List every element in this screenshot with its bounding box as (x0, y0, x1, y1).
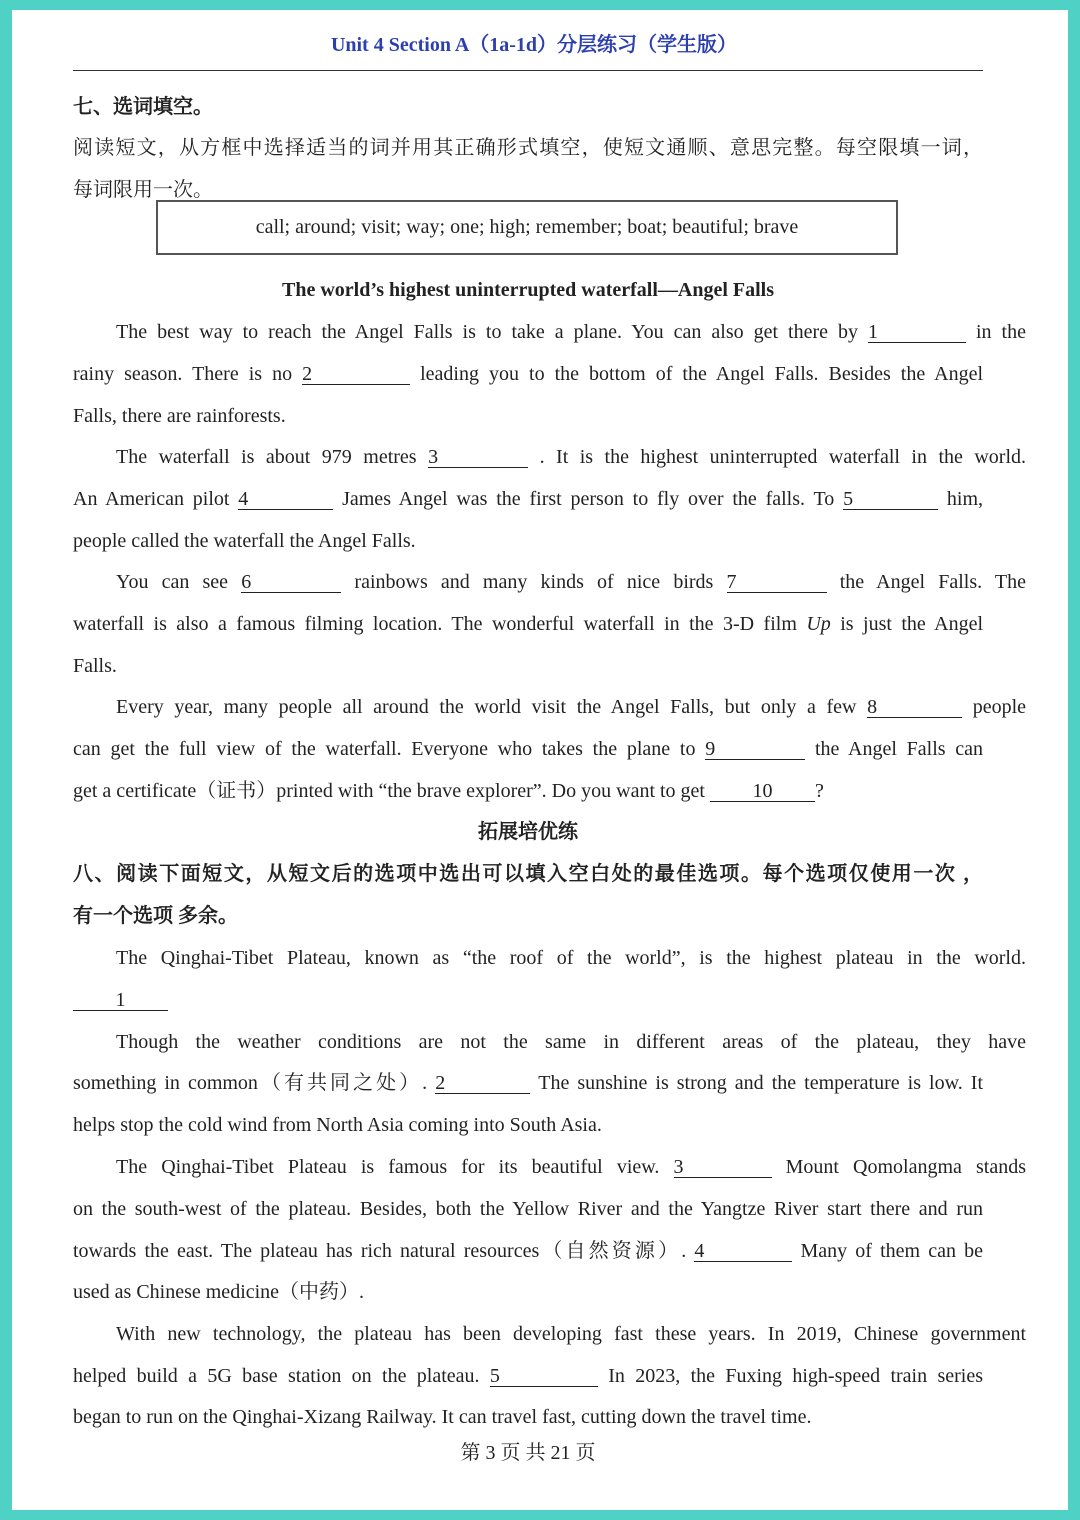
s7-p1-line1 (73, 320, 1026, 344)
text-span: You can see (116, 571, 229, 593)
blank-9[interactable]: 9 (705, 739, 805, 760)
s7-p3-line1 (73, 570, 1026, 594)
s8-p4-line3: began to run on the Qinghai-Xizang Railway. It can travel fast, cutting down the travel time. (73, 1406, 812, 1428)
s8-blank-5[interactable]: 5 (490, 1366, 598, 1387)
blank-4[interactable]: 4 (238, 489, 333, 510)
text-span: rainbows and many kinds of nice birds (354, 571, 714, 593)
blank-1[interactable]: 1 (868, 322, 966, 343)
blank-7[interactable]: 7 (727, 572, 827, 593)
section8-heading-line1: 八、阅读下面短文，从短文后的选项中选出可以填入空白处的最佳选项。每个选项仅使用一次 ， (73, 863, 983, 885)
text-span: in the (976, 321, 1026, 343)
text-span: The waterfall is about 979 metres (116, 446, 417, 468)
blank-3[interactable]: 3 (428, 447, 528, 468)
word-box-text: call; around; visit; way; one; high; remember; boat; beautiful; brave (255, 216, 799, 238)
s7-p1-line2 (73, 362, 983, 386)
s8-p3-line3 (73, 1239, 983, 1263)
text-span: The Qinghai-Tibet Plateau is famous for its beautiful view. (116, 1156, 660, 1178)
text-span: towards the east. The plateau has rich natural resources（自然资源）. (73, 1240, 687, 1262)
text-span: something in common（有共同之处）. (73, 1072, 428, 1094)
blank-5[interactable]: 5 (843, 489, 938, 510)
s7-p3-line3: Falls. (73, 655, 117, 677)
text-span: rainy season. There is no (73, 363, 293, 385)
extend-title: 拓展培优练 (478, 821, 578, 843)
page-number-footer: 第 3 页 共 21 页 (460, 1442, 596, 1464)
text-span: In 2023, the Fuxing high-speed train series (608, 1365, 983, 1387)
blank-2[interactable]: 2 (302, 364, 410, 385)
s7-p2-line2 (73, 487, 983, 511)
section7-instruction-line2: 每词限用一次。 (73, 179, 213, 201)
page-header-title: Unit 4 Section A（1a-1d）分层练习（学生版） (330, 34, 738, 56)
text-span: helped build a 5G base station on the plateau. (73, 1365, 480, 1387)
text-span: the Angel Falls. The (839, 571, 1027, 593)
text-span: get a certificate（证书）printed with “the brave explorer”. Do you want to get (73, 780, 705, 802)
blank-10[interactable]: 10 (710, 781, 815, 802)
s7-p2-line1 (73, 445, 1026, 469)
s8-blank-4[interactable]: 4 (694, 1241, 792, 1262)
s8-blank-3[interactable]: 3 (674, 1157, 772, 1178)
text-span: the Angel Falls can (814, 738, 984, 760)
text-span: The sunshine is strong and the temperature is low. It (538, 1072, 983, 1094)
word-box (156, 200, 898, 255)
s7-p2-line3: people called the waterfall the Angel Falls. (73, 530, 416, 552)
blank-8[interactable]: 8 (867, 697, 962, 718)
text-span: leading you to the bottom of the Angel Falls. Besides the Angel (420, 363, 984, 385)
s8-blank-2[interactable]: 2 (435, 1073, 530, 1094)
s8-p2-line3: helps stop the cold wind from North Asia coming into South Asia. (73, 1114, 602, 1136)
s8-p3-line1 (73, 1155, 1026, 1179)
section7-instruction-line1: 阅读短文，从方框中选择适当的词并用其正确形式填空，使短文通顺、意思完整。每空限填一词， (73, 137, 983, 159)
s8-p2-line1: Though the weather conditions are not the same in different areas of the plateau, they have (116, 1031, 1026, 1053)
s8-p4-line2 (73, 1364, 983, 1388)
film-title: Up (806, 613, 831, 635)
text-span: can get the full view of the waterfall. Everyone who takes the plane to (73, 738, 696, 760)
text-span: is just the Angel (840, 613, 984, 635)
s8-p1-line2 (73, 988, 983, 1012)
text-span: him, (946, 488, 984, 510)
text-span: James Angel was the first person to fly over the falls. To (342, 488, 835, 510)
s8-p4-line1: With new technology, the plateau has been developing fast these years. In 2019, Chinese government (116, 1323, 1026, 1345)
text-span: Every year, many people all around the world visit the Angel Falls, but only a few (116, 696, 857, 718)
s7-p1-line3: Falls, there are rainforests. (73, 405, 286, 427)
s7-p4-line3 (73, 779, 983, 803)
s7-p3-line2 (73, 612, 983, 636)
text-span: ? (815, 780, 824, 802)
s7-p4-line1 (73, 695, 1026, 719)
text-span: waterfall is also a famous filming location. The wonderful waterfall in the 3-D film (73, 613, 797, 635)
blank-6[interactable]: 6 (241, 572, 341, 593)
text-span: people (972, 696, 1027, 718)
s8-p3-line4: used as Chinese medicine（中药）. (73, 1281, 365, 1303)
s8-p2-line2 (73, 1071, 983, 1095)
section8-heading-line2: 有一个选项 多余。 (73, 905, 238, 927)
text-span: . It is the highest uninterrupted waterfall in the world. (539, 446, 1027, 468)
header-divider (73, 70, 983, 71)
section7-heading: 七、选词填空。 (73, 96, 213, 118)
text-span: Many of them can be (800, 1240, 983, 1262)
s8-p1-line1: The Qinghai-Tibet Plateau, known as “the roof of the world”, is the highest plateau in the world. (116, 947, 1026, 969)
s8-blank-1[interactable]: 1 (73, 990, 168, 1011)
text-span: The best way to reach the Angel Falls is to take a plane. You can also get there by (116, 321, 858, 343)
s8-p3-line2: on the south-west of the plateau. Besides, both the Yellow River and the Yangtze River start there and run (73, 1198, 983, 1220)
s7-p4-line2 (73, 737, 983, 761)
passage-title: The world’s highest uninterrupted waterfall—Angel Falls (281, 279, 775, 301)
text-span: Mount Qomolangma stands (785, 1156, 1026, 1178)
text-span: An American pilot (73, 488, 230, 510)
